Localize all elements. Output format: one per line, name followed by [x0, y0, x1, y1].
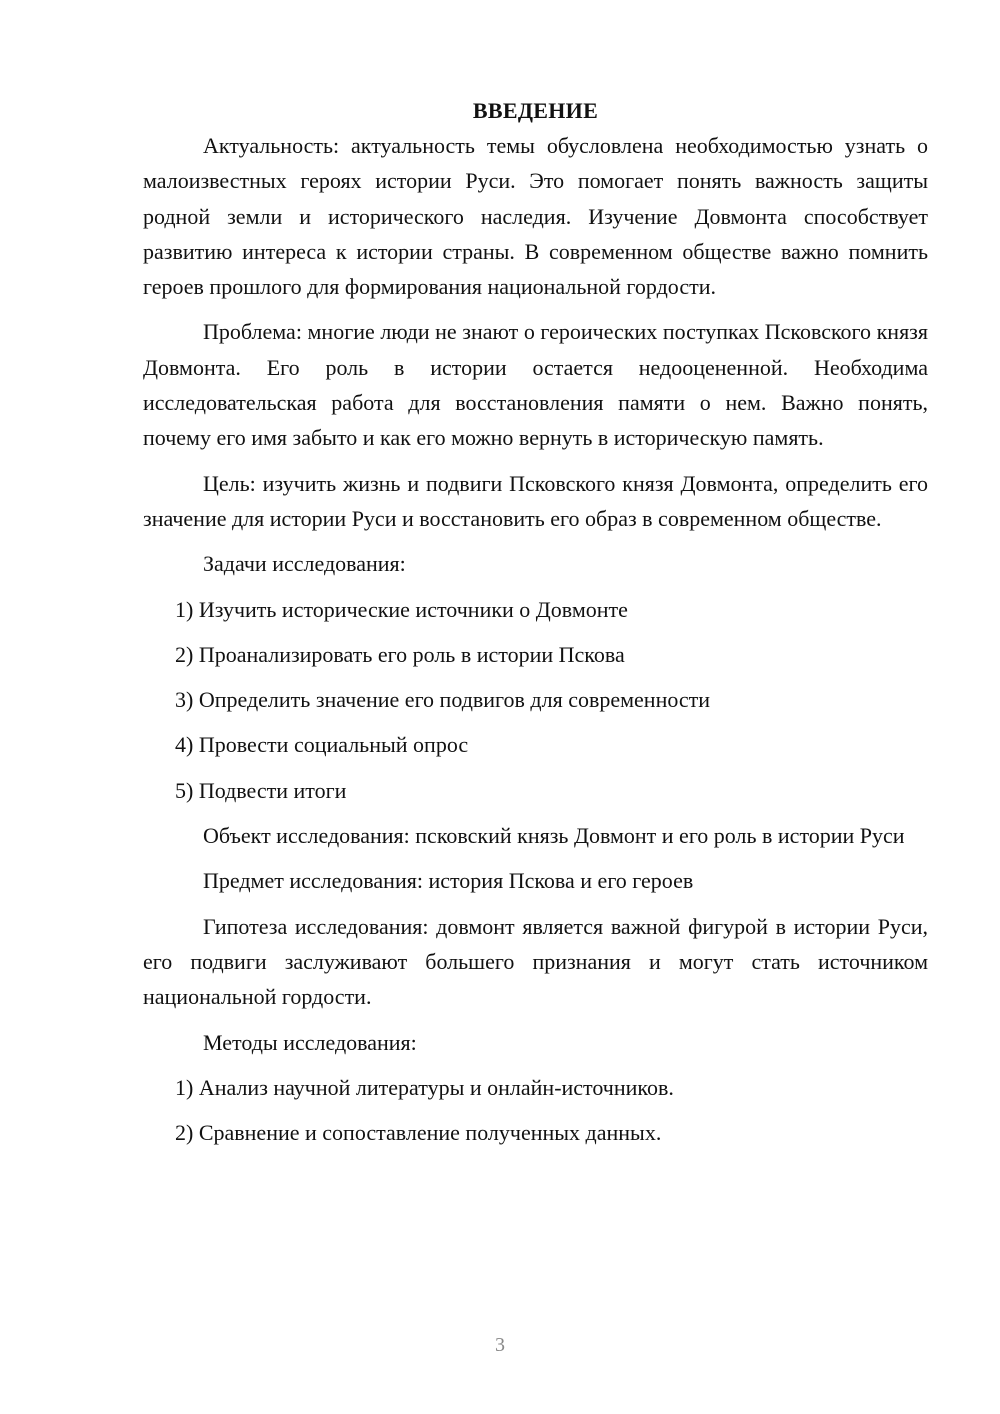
task-item-2: 2) Проанализировать его роль в истории Пскова — [175, 641, 625, 667]
page-number: 3 — [495, 1334, 505, 1356]
task-item-1: 1) Изучить исторические источники о Довмонте — [175, 596, 628, 622]
document-page — [143, 96, 928, 1160]
task-item-4: 4) Провести социальный опрос — [175, 732, 469, 758]
hypothesis-paragraph: Гипотеза исследования: довмонт является важной фигурой в истории Руси, его подвиги заслуживают большего признания и могут стать источником национальной гордости. — [143, 913, 928, 1010]
tasks-heading: Задачи исследования: — [203, 551, 406, 577]
subject-paragraph: Предмет исследования: история Пскова и его героев — [203, 868, 694, 894]
goal-paragraph: Цель: изучить жизнь и подвиги Псковского князя Довмонта, определить его значение для истории Руси и восстановить его образ в современном обществе. — [143, 470, 928, 531]
relevance-paragraph: Актуальность: актуальность темы обусловлена необходимостью узнать о малоизвестных героях истории Руси. Это помогает понять важность защиты родной земли и исторического наследия. Изучение Довмонта способствует развитию интереса к истории страны. В современном обществе важно помнить героев прошлого для формирования национальной гордости. — [143, 133, 928, 300]
task-item-5: 5) Подвести итоги — [175, 777, 347, 803]
method-item-1: 1) Анализ научной литературы и онлайн-источников. — [175, 1074, 674, 1100]
object-paragraph: Объект исследования: псковский князь Довмонт и его роль в истории Руси — [203, 823, 905, 849]
method-item-2: 2) Сравнение и сопоставление полученных данных. — [175, 1120, 662, 1146]
problem-paragraph: Проблема: многие люди не знают о героических поступках Псковского князя Довмонта. Его роль в истории остается недооцененной. Необходима исследовательская работа для восстановления памяти о нем. Важно понять, почему его имя забыто и как его можно вернуть в историческую память. — [143, 319, 928, 451]
section-title: ВВЕДЕНИЕ — [472, 98, 599, 123]
methods-heading: Методы исследования: — [203, 1029, 417, 1055]
task-item-3: 3) Определить значение его подвигов для современности — [175, 687, 711, 713]
